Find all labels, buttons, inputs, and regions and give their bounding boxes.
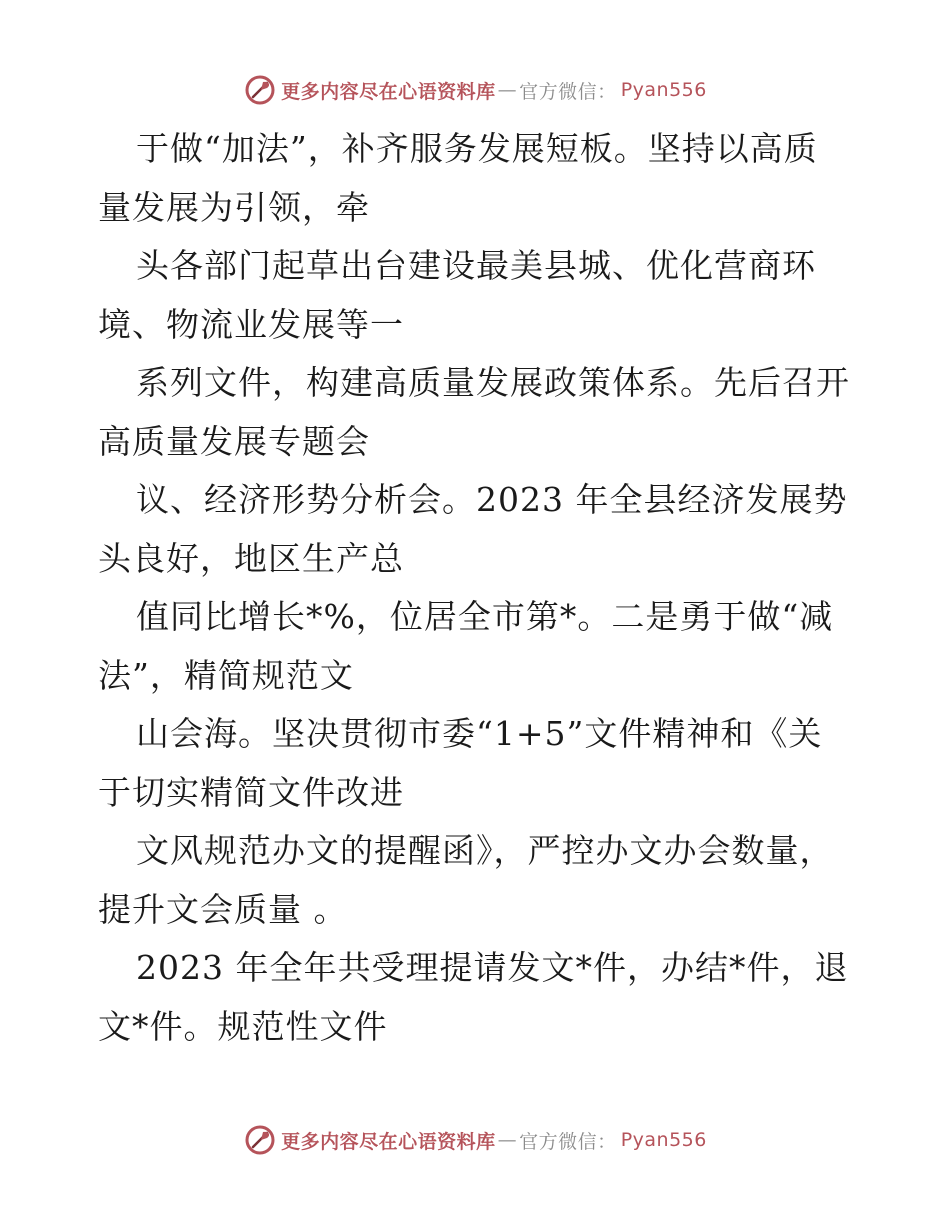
body-line-4: 境、物流业发展等一 [98, 304, 404, 344]
watermark-wechat-label: 官方微信： [519, 1130, 617, 1153]
watermark-brand-text: 更多内容尽在心语资料库 [281, 80, 496, 103]
watermark-wechat-id: Pyan556 [620, 79, 707, 101]
body-line-1: 于做“加法”，补齐服务发展短板。坚持以高质 [136, 129, 818, 168]
body-line-12: 于切实精简文件改进 [98, 772, 404, 812]
body-line-9: 值同比增长*%，位居全市第*。二是勇于做“减 [136, 597, 834, 636]
watermark-dash: — [497, 79, 518, 101]
watermark-wechat-label: 官方微信： [519, 80, 617, 103]
body-line-14: 提升文会质量 。 [98, 889, 348, 929]
watermark-dash: — [497, 1129, 518, 1151]
body-line-15: 2023 年全年共受理提请发文*件，办结*件，退 [136, 948, 849, 987]
header-watermark [0, 70, 950, 110]
body-line-7: 议、经济形势分析会。2023 年全县经济发展势 [136, 480, 848, 519]
watermark-wechat-id: Pyan556 [620, 1129, 707, 1151]
body-line-8: 头良好，地区生产总 [98, 538, 404, 578]
quill-circle-logo-icon [243, 73, 277, 107]
body-line-5: 系列文件，构建高质量发展政策体系。先后召开 [136, 363, 850, 402]
body-line-6: 高质量发展专题会 [98, 421, 370, 461]
document-body [98, 120, 868, 1056]
body-line-3: 头各部门起草出台建设最美县城、优化营商环 [136, 246, 816, 285]
watermark-brand-text: 更多内容尽在心语资料库 [281, 1130, 496, 1153]
body-line-10: 法”，精简规范文 [98, 655, 354, 695]
body-line-2: 量发展为引领，牵 [98, 187, 370, 227]
body-line-13: 文风规范办文的提醒函》，严控办文办会数量， [136, 831, 834, 870]
footer-watermark [0, 1120, 950, 1160]
body-line-16: 文*件。规范性文件 [98, 1006, 388, 1046]
body-line-11: 山会海。坚决贯彻市委“1+5”文件精神和《关 [136, 714, 823, 753]
quill-circle-logo-icon [243, 1123, 277, 1157]
